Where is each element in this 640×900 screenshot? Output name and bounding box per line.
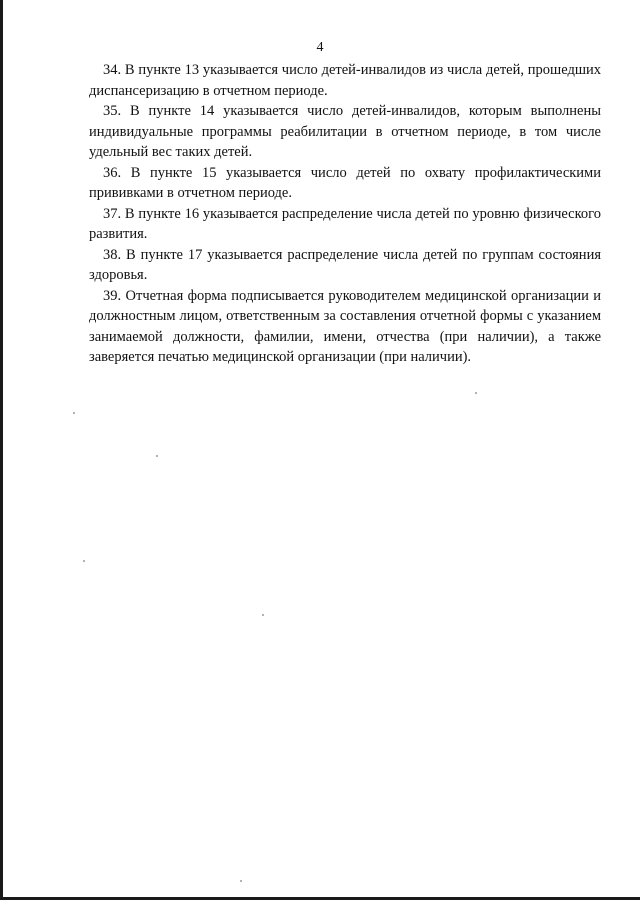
- paragraph-34: 34. В пункте 13 указывается число детей-инвалидов из числа детей, прошедших диспансеризацию в отчетном периоде.: [89, 62, 601, 99]
- scan-speck: [73, 412, 75, 414]
- paragraph-36: 36. В пункте 15 указывается число детей по охвату профилактическими прививками в отчетном периоде.: [89, 164, 601, 201]
- page-number: 4: [316, 40, 324, 55]
- paragraph-39: 39. Отчетная форма подписывается руководителем медицинской организации и должностным лицом, ответственным за составления отчетной формы с указанием занимаемой должности, фамилии, имени, отчества (при наличии), а также заверяется печатью медицинской организации (при наличии).: [89, 287, 601, 365]
- scan-speck: [262, 614, 264, 616]
- paragraph-38: 38. В пункте 17 указывается распределение числа детей по группам состояния здоровья.: [89, 246, 601, 283]
- scan-speck: [83, 560, 85, 562]
- paragraph-35: 35. В пункте 14 указывается число детей-инвалидов, которым выполнены индивидуальные программы реабилитации в отчетном периоде, в том числе удельный вес таких детей.: [89, 103, 601, 160]
- scan-speck: [240, 880, 242, 882]
- paragraph-37: 37. В пункте 16 указывается распределение числа детей по уровню физического развития.: [89, 205, 601, 242]
- document-body: [89, 60, 601, 368]
- scan-left-border: [0, 0, 3, 900]
- scan-speck: [156, 455, 158, 457]
- scan-speck: [475, 392, 477, 394]
